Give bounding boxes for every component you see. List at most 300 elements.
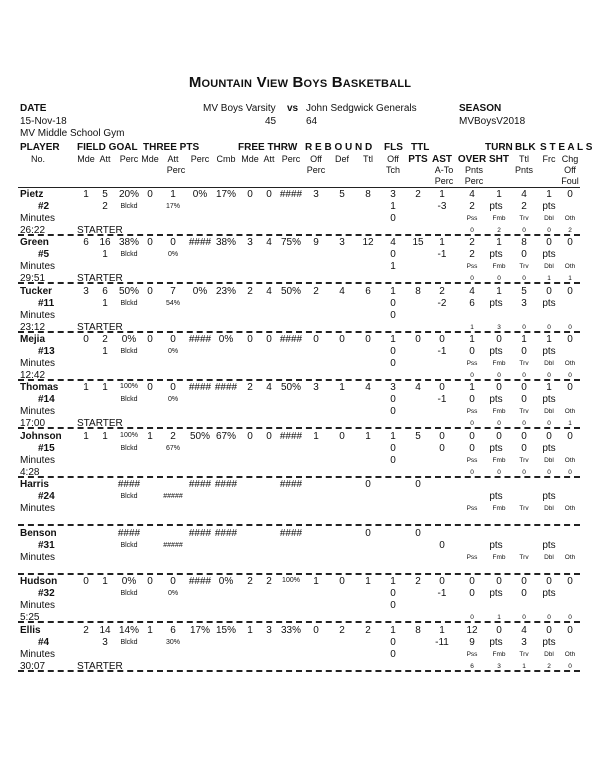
stat-value: 0	[266, 334, 272, 345]
player-number: #32	[38, 588, 55, 599]
row-divider	[18, 621, 580, 623]
steal-type-value: 0	[470, 420, 474, 427]
fg-sub-value: 1	[102, 298, 108, 309]
fls-sub-value: 0	[390, 588, 396, 599]
blocked-label: Blckd	[120, 445, 138, 452]
stat-value: 0	[546, 431, 552, 442]
steal-type-value: 0	[547, 469, 551, 476]
stat-value: 0	[521, 431, 527, 442]
stat-value: 50%	[280, 286, 302, 297]
header-column: No.	[30, 154, 46, 164]
steal-type-value: 0	[568, 372, 572, 379]
turnover-pts: 9	[469, 637, 475, 648]
stat-value: 0	[567, 286, 573, 297]
player-name: Pietz	[20, 189, 44, 200]
steal-type-label: Fmb	[492, 457, 506, 464]
pts-label: pts	[489, 298, 503, 309]
steal-type-label: Pss	[466, 651, 478, 658]
stat-value: 0	[469, 576, 475, 587]
steal-type-value: 0	[522, 372, 526, 379]
player-minutes: 4:28	[20, 467, 40, 478]
header-column: Mde	[141, 154, 159, 164]
header-column: Frc	[542, 154, 556, 164]
header-group: BLK	[515, 142, 536, 153]
touch-value: 0	[390, 213, 396, 224]
stat-value: 0	[496, 382, 502, 393]
steal-type-value: 1	[470, 324, 474, 331]
player-name: Benson	[20, 528, 57, 539]
steal-type-value: 0	[497, 420, 501, 427]
stat-value: 0	[339, 334, 345, 345]
stat-value: 0	[266, 431, 272, 442]
steal-pts: 0	[521, 588, 527, 599]
stat-value: 1	[339, 382, 345, 393]
turnover-pts: 6	[469, 298, 475, 309]
three-perc: #####	[163, 493, 183, 500]
stat-value: 2	[339, 625, 345, 636]
pts-label: pts	[489, 346, 503, 357]
stat-value: ####	[188, 334, 212, 345]
starter-tag: STARTER	[77, 418, 123, 429]
header-column: SHT	[489, 154, 509, 165]
steal-type-value: 0	[568, 469, 572, 476]
steal-type-value: 0	[497, 469, 501, 476]
pts-label: pts	[542, 394, 556, 405]
header-subcolumn: Foul	[561, 176, 579, 186]
header-column: Off	[310, 154, 322, 164]
steal-type-value: 0	[522, 469, 526, 476]
steal-pts: 2	[521, 201, 527, 212]
stat-value: 50%	[189, 431, 211, 442]
stat-value: 9	[313, 237, 319, 248]
stat-value: 0	[415, 334, 421, 345]
away-team: John Sedgwick Generals	[306, 103, 417, 114]
stat-value: 0	[567, 431, 573, 442]
steal-type-value: 0	[470, 372, 474, 379]
stat-value: 1	[546, 334, 552, 345]
vs-label: vs	[287, 103, 299, 114]
stat-value: ####	[117, 479, 141, 490]
stat-value: 0	[170, 237, 176, 248]
three-perc: 0%	[167, 348, 179, 355]
three-perc: 0%	[167, 251, 179, 258]
pts-label: pts	[542, 346, 556, 357]
steal-type-value: 0	[522, 275, 526, 282]
steal-type-label: Fmb	[492, 408, 506, 415]
stat-value: 1	[390, 625, 396, 636]
stat-value: 4	[521, 625, 527, 636]
header-column: Perc	[281, 154, 301, 164]
steal-pts: 3	[521, 298, 527, 309]
ast-turnover-ratio: -11	[435, 637, 449, 648]
season-value: MVBoysV2018	[459, 116, 526, 127]
stat-value: 1	[469, 334, 475, 345]
steal-type-value: 0	[568, 614, 572, 621]
steal-type-label: Fmb	[492, 554, 506, 561]
stat-value: 0%	[192, 189, 208, 200]
stat-value: 2	[313, 286, 319, 297]
pts-label: pts	[489, 201, 503, 212]
row-divider	[18, 331, 580, 333]
pts-label: pts	[542, 491, 556, 502]
stat-value: 8	[415, 286, 421, 297]
header-column: Att	[167, 154, 179, 164]
home-score: 45	[265, 116, 277, 127]
steal-type-label: Pss	[466, 360, 478, 367]
ast-turnover-ratio: 0	[439, 540, 445, 551]
stat-value: 1	[102, 576, 108, 587]
turnover-pts: 2	[469, 249, 475, 260]
starter-tag: STARTER	[77, 322, 123, 333]
stat-value: 1	[102, 431, 108, 442]
stat-value: 0	[147, 382, 153, 393]
player-minutes: 5:25	[20, 612, 40, 623]
stat-value: 3	[390, 189, 396, 200]
player-number: #11	[38, 298, 55, 309]
minutes-label: Minutes	[20, 358, 56, 369]
stat-value: 0	[266, 189, 272, 200]
steal-type-value: 3	[497, 324, 501, 331]
stat-value: 5	[521, 286, 527, 297]
stat-value: ####	[117, 528, 141, 539]
header-group: TURN	[485, 142, 513, 153]
stat-value: 16	[99, 237, 111, 248]
stat-value: 38%	[118, 237, 140, 248]
player-name: Tucker	[20, 286, 53, 297]
stat-value: 5	[102, 189, 108, 200]
header-column: Ttl	[519, 154, 529, 164]
stat-value: 15%	[215, 625, 237, 636]
stat-value: ####	[214, 528, 238, 539]
player-minutes: 29:51	[20, 273, 46, 284]
stat-value: 0%	[218, 576, 234, 587]
stat-value: 0	[365, 479, 371, 490]
three-perc: 0%	[167, 396, 179, 403]
steal-type-value: 0	[547, 420, 551, 427]
row-divider	[18, 234, 580, 236]
player-number: #24	[38, 491, 55, 502]
steal-type-label: Pss	[466, 263, 478, 270]
player-name: Johnson	[20, 431, 62, 442]
stat-value: 2	[415, 189, 421, 200]
stat-value: 0	[170, 576, 176, 587]
stat-value: 1	[313, 431, 319, 442]
pts-label: pts	[489, 443, 503, 454]
steal-type-label: Pss	[466, 408, 478, 415]
date-label: DATE	[20, 103, 47, 114]
stat-value: 2	[83, 625, 89, 636]
steal-type-label: Dbl	[544, 360, 554, 367]
pts-label: pts	[489, 491, 503, 502]
stat-value: 3	[339, 237, 345, 248]
stat-value: ####	[188, 576, 212, 587]
header-subcolumn: Perc	[434, 176, 454, 186]
stat-value: 0	[313, 625, 319, 636]
stat-value: 1	[439, 237, 445, 248]
minutes-label: Minutes	[20, 600, 56, 611]
steal-type-label: Pss	[466, 215, 478, 222]
stat-value: 0	[439, 334, 445, 345]
stat-value: 6	[102, 286, 108, 297]
row-divider	[18, 476, 580, 478]
steal-type-label: Oth	[564, 505, 576, 512]
blocked-label: Blckd	[120, 396, 138, 403]
stat-value: 20%	[118, 189, 140, 200]
steal-type-value: 0	[470, 614, 474, 621]
stat-value: 0	[83, 576, 89, 587]
stat-value: 0	[170, 334, 176, 345]
steal-type-label: Trv	[519, 215, 529, 222]
stat-value: 50%	[280, 382, 302, 393]
stat-value: 0	[546, 576, 552, 587]
stat-value: 2	[102, 334, 108, 345]
ast-turnover-ratio: -1	[437, 588, 447, 599]
header-subcolumn: Pnts	[464, 165, 484, 175]
stat-value: 0	[170, 382, 176, 393]
steal-type-label: Dbl	[544, 408, 554, 415]
stat-value: 1	[496, 237, 502, 248]
minutes-label: Minutes	[20, 213, 56, 224]
stat-value: 0	[469, 431, 475, 442]
pts-label: pts	[489, 540, 503, 551]
steal-type-label: Fmb	[492, 360, 506, 367]
header-group: PLAYER	[20, 142, 60, 153]
stat-value: 6	[170, 625, 176, 636]
stat-value: 0	[339, 431, 345, 442]
minutes-label: Minutes	[20, 552, 56, 563]
header-column: AST	[432, 154, 452, 165]
touch-value: 0	[390, 600, 396, 611]
steal-type-label: Pss	[466, 505, 478, 512]
stat-value: 0	[496, 431, 502, 442]
stat-value: 3	[313, 382, 319, 393]
stat-value: 1	[521, 334, 527, 345]
stat-value: 3	[313, 189, 319, 200]
stat-value: 0	[365, 334, 371, 345]
stat-value: 17%	[215, 189, 237, 200]
stat-value: 0	[567, 576, 573, 587]
steal-type-value: 0	[522, 227, 526, 234]
stat-value: 0	[147, 576, 153, 587]
fls-sub-value: 0	[390, 394, 396, 405]
stat-value: ####	[188, 382, 212, 393]
pts-label: pts	[542, 443, 556, 454]
header-group: TTL	[411, 142, 430, 153]
game-date: 15-Nov-18	[20, 116, 67, 127]
steal-type-label: Oth	[564, 408, 576, 415]
stat-value: 0	[496, 576, 502, 587]
stat-value: 0	[546, 286, 552, 297]
stat-value: 0	[546, 237, 552, 248]
stat-value: 0	[415, 528, 421, 539]
turnover-pts: 2	[469, 201, 475, 212]
steal-type-value: 6	[470, 663, 474, 670]
header-column: Off	[387, 154, 399, 164]
stat-value: 1	[546, 189, 552, 200]
steal-type-label: Fmb	[492, 263, 506, 270]
season-label: SEASON	[459, 103, 502, 114]
pts-label: pts	[489, 249, 503, 260]
ast-turnover-ratio: -1	[437, 394, 447, 405]
stat-value: 1	[83, 189, 89, 200]
steal-type-label: Trv	[519, 360, 529, 367]
home-team: MV Boys Varsity	[203, 103, 276, 114]
stat-value: 12	[466, 625, 478, 636]
stat-value: 1	[390, 576, 396, 587]
minutes-label: Minutes	[20, 406, 56, 417]
row-divider	[18, 670, 580, 672]
stat-value: 1	[83, 382, 89, 393]
stat-value: 0	[439, 431, 445, 442]
header-column: Mde	[77, 154, 95, 164]
player-name: Hudson	[20, 576, 58, 587]
steal-type-value: 2	[497, 227, 501, 234]
steal-type-value: 0	[568, 324, 572, 331]
turnover-pts: 0	[469, 346, 475, 357]
header-column: Def	[334, 154, 350, 164]
steal-type-value: 1	[497, 614, 501, 621]
steal-type-label: Dbl	[544, 554, 554, 561]
stat-value: 1	[546, 382, 552, 393]
steal-type-value: 1	[568, 275, 572, 282]
fls-sub-value: 0	[390, 346, 396, 357]
header-subcolumn: A-To	[434, 165, 454, 175]
three-perc: #####	[163, 542, 183, 549]
stat-value: 2	[439, 286, 445, 297]
stat-value: 0	[147, 189, 153, 200]
steal-type-label: Fmb	[492, 215, 506, 222]
player-name: Mejia	[20, 334, 46, 345]
stat-value: 1	[247, 625, 253, 636]
steal-type-value: 0	[497, 275, 501, 282]
turnover-pts: 0	[469, 394, 475, 405]
steal-type-value: 0	[547, 324, 551, 331]
starter-tag: STARTER	[77, 661, 123, 672]
stat-value: 4	[339, 286, 345, 297]
stat-value: 3	[266, 625, 272, 636]
stat-value: 0	[365, 528, 371, 539]
stat-value: 1	[496, 189, 502, 200]
stat-value: 2	[247, 576, 253, 587]
steal-type-value: 3	[497, 663, 501, 670]
three-perc: 67%	[165, 445, 181, 452]
header-group: R E B O U N D	[305, 142, 373, 153]
starter-tag: STARTER	[77, 225, 123, 236]
fg-sub-value: 3	[102, 637, 108, 648]
steal-type-label: Fmb	[492, 651, 506, 658]
steal-type-label: Oth	[564, 215, 576, 222]
pts-label: pts	[489, 637, 503, 648]
stat-value: 4	[469, 286, 475, 297]
pts-label: pts	[542, 540, 556, 551]
ast-turnover-ratio: -3	[437, 201, 447, 212]
steal-type-label: Dbl	[544, 457, 554, 464]
turnover-pts: 0	[469, 443, 475, 454]
stat-value: 1	[439, 625, 445, 636]
header-column: Perc	[190, 154, 210, 164]
blocked-label: Blckd	[120, 590, 138, 597]
stat-value: ####	[279, 479, 303, 490]
minutes-label: Minutes	[20, 310, 56, 321]
stat-value: 2	[415, 576, 421, 587]
stat-value: 1	[83, 431, 89, 442]
fls-sub-value: 0	[390, 443, 396, 454]
steal-type-value: 0	[497, 372, 501, 379]
stat-value: 4	[365, 382, 371, 393]
stat-value: 0	[313, 334, 319, 345]
header-group: S T E A L S	[540, 142, 593, 153]
header-group: FIELD GOAL	[77, 142, 138, 153]
stat-value: 7	[170, 286, 176, 297]
touch-value: 0	[390, 358, 396, 369]
steal-type-label: Trv	[519, 263, 529, 270]
player-number: #13	[38, 346, 55, 357]
steal-type-value: 0	[547, 614, 551, 621]
blocked-label: Blckd	[120, 639, 138, 646]
player-name: Thomas	[20, 382, 59, 393]
ast-turnover-ratio: -1	[437, 346, 447, 357]
stat-value: 6	[365, 286, 371, 297]
ast-turnover-ratio: 0	[439, 443, 445, 454]
stat-value: 1	[390, 334, 396, 345]
player-minutes: 30:07	[20, 661, 46, 672]
steal-type-label: Dbl	[544, 505, 554, 512]
row-divider	[18, 282, 580, 284]
stat-value: 0	[546, 625, 552, 636]
touch-value: 0	[390, 649, 396, 660]
pts-label: pts	[542, 588, 556, 599]
header-subcolumn: Off	[564, 165, 576, 175]
stat-value: 67%	[215, 431, 237, 442]
steal-type-label: Oth	[564, 457, 576, 464]
touch-value: 1	[390, 261, 396, 272]
stat-value: 1	[365, 576, 371, 587]
stat-value: 0	[147, 237, 153, 248]
pts-label: pts	[542, 637, 556, 648]
steal-type-value: 0	[547, 227, 551, 234]
steal-type-label: Dbl	[544, 215, 554, 222]
player-number: #15	[38, 443, 55, 454]
header-column: Att	[99, 154, 111, 164]
steal-pts: 0	[521, 346, 527, 357]
stat-value: ####	[214, 382, 238, 393]
stat-value: 4	[521, 189, 527, 200]
venue: MV Middle School Gym	[20, 128, 125, 139]
steal-type-value: 2	[568, 227, 572, 234]
steal-pts: 0	[521, 249, 527, 260]
pts-label: pts	[489, 394, 503, 405]
header-subcolumn: Perc	[306, 165, 326, 175]
player-minutes: 12:42	[20, 370, 46, 381]
three-perc: 17%	[165, 203, 181, 210]
stat-value: 0	[496, 334, 502, 345]
steal-type-value: 1	[568, 420, 572, 427]
row-divider	[18, 427, 580, 429]
stat-value: ####	[279, 189, 303, 200]
steal-type-label: Dbl	[544, 263, 554, 270]
player-minutes: 26:22	[20, 225, 46, 236]
stat-value: 6	[83, 237, 89, 248]
stat-value: 14	[99, 625, 111, 636]
stat-value: 0	[521, 382, 527, 393]
blocked-label: Blckd	[120, 542, 138, 549]
stat-value: 1	[365, 431, 371, 442]
stat-value: 0	[496, 625, 502, 636]
stat-value: 0	[439, 382, 445, 393]
stat-value: ####	[214, 479, 238, 490]
minutes-label: Minutes	[20, 649, 56, 660]
stat-value: 17%	[189, 625, 211, 636]
